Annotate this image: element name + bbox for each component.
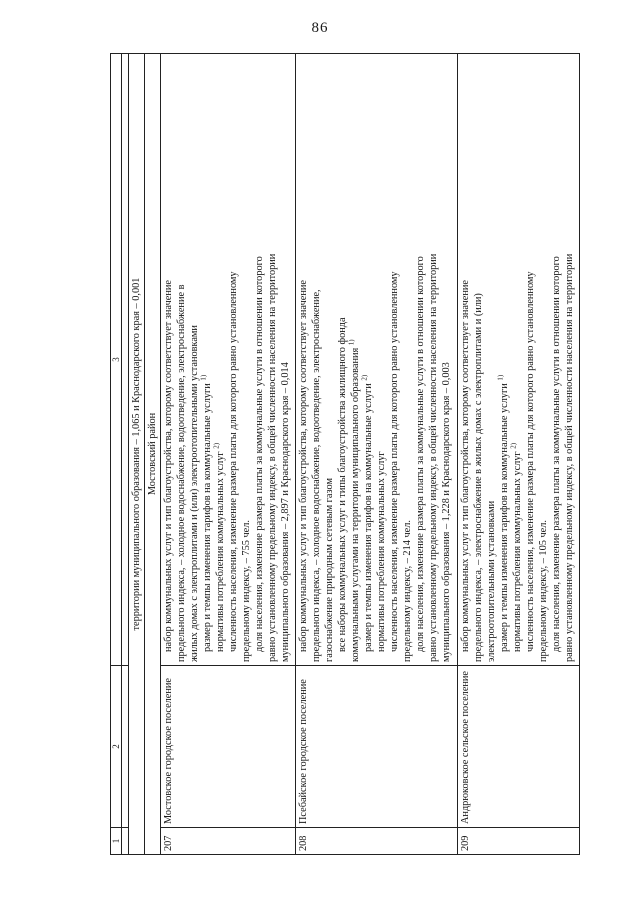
header-col-3: 3 [111,54,122,666]
row-line: жилых домах с электроплитами и (или) электроотопительными установками [189,325,200,662]
district-cell [145,54,161,855]
district-row [145,54,161,855]
row-line: набор коммунальных услуг и тип благоустройства, которому соответствует значение [163,280,174,652]
row-line: численность населения, изменение размера платы для которого равно установленному [389,271,401,652]
settlement-name: Мостовское городское поселение [161,666,296,828]
row-line: набор коммунальных услуг и тип благоустройства, которому соответствует значение [298,280,310,652]
row-line: равно установленному предельному индексу, в общей численности населения на территории [267,253,278,662]
footnote-mark: 1) [496,374,505,381]
row-line: электроотопительными установками [485,500,497,662]
table-row [161,54,296,855]
row-line: равно установленному предельному индексу, в общей численности населения на территории [563,253,575,662]
page-number: 86 [311,20,329,36]
row-line: доля населения, изменение размера платы за коммунальные услуги в отношении которого [415,256,427,652]
row-description [457,54,579,666]
territory-row [129,54,145,855]
footnote-mark: 1) [199,374,208,381]
row-line: нормативы потребления коммунальных услуг [376,451,388,652]
row-line: предельному индексу, – 214 чел. [402,520,414,662]
header-col-1: 1 [111,828,122,855]
header-row [111,54,122,855]
table-row [296,54,458,855]
row-line: численность населения, изменение размера платы для которого равно установленному [524,271,536,652]
row-line: нормативы потребления коммунальных услуг $^{2)}$ [509,442,523,652]
settlement-name: Андрюковское сельское поселение [457,666,579,828]
row-line: предельному индексу, – 105 чел. [537,520,549,662]
row-number: 208 [296,828,458,855]
row-line: газоснабжение природным сетевым газом [324,478,336,662]
district-title: Мостовский район [147,412,158,496]
tariff-table [110,53,580,855]
row-line: коммунальными услугами на территории муниципального образования $^{1)}$ [347,339,362,662]
row-line: предельного индекса, – холодное водоснабжение, водоотведение, электроснабжение в [176,284,187,662]
row-description [161,54,296,666]
row-line: размер и темпы изменения тарифов на коммунальные услуги $^{2)}$ [360,374,375,652]
row-line: численность населения, изменение размера платы для которого равно установленному [228,271,239,652]
footnote-mark: 2) [212,442,221,449]
row-line: предельному индексу, – 755 чел. [241,520,252,662]
row-line: предельного индекса, – холодное водоснабжение, водоотведение, электроснабжение, [311,289,323,662]
row-line: доля населения, изменение размера платы за коммунальные услуги в отношении которого [254,256,265,652]
row-number: 207 [161,828,296,855]
row-line: размер и темпы изменения тарифов на коммунальные услуги $^{1)}$ [199,374,213,652]
table-row [457,54,579,855]
header-col-2: 2 [111,666,122,828]
settlement-name: Псебайское городское поселение [296,666,458,828]
footnote-mark: 2) [509,442,518,449]
row-line: муниципального образования – 2,897 и Краснодарского края – 0,014 [280,362,291,662]
row-line: предельного индекса, – электроснабжение в жилых домах с электроплитами и (или) [472,293,484,662]
row-line: нормативы потребления коммунальных услуг $^{2)}$ [212,442,226,652]
row-description [296,54,458,666]
spacer-row [122,54,129,855]
row-line: доля населения, изменение размера платы за коммунальные услуги в отношении которого [550,256,562,652]
territory-cell [129,54,145,855]
row-line: размер и темпы изменения тарифов на коммунальные услуги $^{1)}$ [496,374,510,652]
footnote-mark: 2) [360,374,369,381]
row-line: все наборы коммунальных услуг и типы благоустройства жилищного фонда [337,317,349,652]
territory-text: территории муниципального образования – 1,065 и Краснодарского края – 0,001 [131,277,142,631]
row-line: равно установленному предельному индексу, в общей численности населения на территории [428,253,440,662]
footnote-mark: 1) [347,339,356,346]
row-number: 209 [457,828,579,855]
row-line: муниципального образования – 1,228 и Краснодарского края – 0,003 [441,362,453,662]
rotated-table-container [110,75,580,855]
row-line: набор коммунальных услуг и тип благоустройства, которому соответствует значение [459,280,471,652]
